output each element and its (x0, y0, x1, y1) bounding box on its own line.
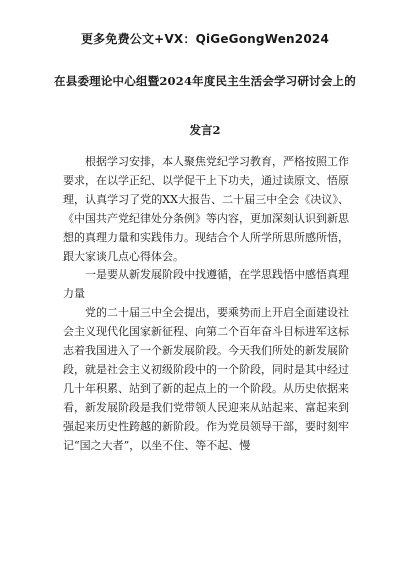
paragraph-intro: 根据学习安排，本人聚焦党纪学习教育，严格按照工作要求，在以学正纪、以学促干上下功夫，通过读原文、悟原理，认真学习了党的XX大报告、二十届三中全会《决议》、《中国共产党纪律处分条例》等内容，更加深刻认识到新思想的真理力量和实践伟力。现结合个人所学所思所感所悟，跟大家谈几点心得体会。 (63, 155, 349, 263)
promo-header: 更多免费公文+VX：QiGeGongWen2024 (80, 32, 329, 46)
document-title: 在县委理论中心组暨2024年度民主生活会学习研讨会上的 (54, 74, 356, 88)
document-subtitle: 发言2 (189, 123, 221, 137)
document-body (63, 153, 349, 456)
paragraph-heading-one: 一是要从新发展阶段中找遵循，在学思践悟中感悟真理力量 (63, 268, 349, 301)
paragraph-body: 党的二十届三中全会提出，要乘势而上开启全面建设社会主义现代化国家新征程、向第二个百年奋斗目标进军这标志着我国进入了一个新发展阶段。今天我们所处的新发展阶段，就是社会主义初级阶段中的一个阶段，同时是其中经过几十年积累、站到了新的起点上的一个阶段。从历史依据来看，新发展阶段是我们党带领人民迎来从站起来、富起来到强起来历史性跨越的新阶段。作为党员领导干部，要时刻牢记“国之大者”，以坐不住、等不起、慢 (63, 306, 349, 452)
